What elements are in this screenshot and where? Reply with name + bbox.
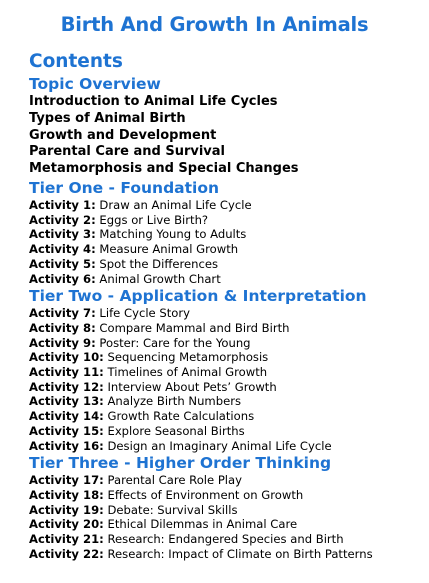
activity-title: Design an Imaginary Animal Life Cycle (107, 438, 332, 453)
activity-number: Activity 7: (29, 306, 96, 321)
activity-number: Activity 13: (29, 394, 104, 409)
activity-list (29, 473, 424, 561)
activity-number: Activity 9: (29, 335, 96, 350)
contents-heading: Contents (29, 51, 123, 72)
activity-title: Matching Young to Adults (99, 227, 247, 242)
activity-number: Activity 3: (29, 227, 96, 242)
activity-number: Activity 8: (29, 320, 96, 335)
activity-item (29, 272, 424, 287)
section-tier-three (29, 453, 424, 561)
activity-title: Animal Growth Chart (99, 271, 221, 286)
activity-number: Activity 6: (29, 271, 96, 286)
activity-item (29, 439, 424, 454)
activity-number: Activity 1: (29, 197, 96, 212)
activity-title: Measure Animal Growth (99, 242, 239, 257)
section-heading: Tier Two - Application & Interpretation (29, 287, 367, 306)
activity-item (29, 306, 424, 321)
activity-item (29, 547, 424, 562)
activity-title: Compare Mammal and Bird Birth (99, 320, 290, 335)
section-topic-overview (29, 74, 424, 178)
activity-title: Spot the Differences (99, 256, 218, 271)
activity-number: Activity 18: (29, 487, 104, 502)
activity-item (29, 198, 424, 213)
topic-item: Parental Care and Survival (29, 144, 225, 160)
activity-title: Debate: Survival Skills (107, 502, 238, 517)
activity-item (29, 227, 424, 242)
activity-title: Analyze Birth Numbers (107, 394, 242, 409)
activity-item (29, 336, 424, 351)
topic-item: Metamorphosis and Special Changes (29, 161, 299, 177)
activity-title: Explore Seasonal Births (107, 423, 245, 438)
topic-list (29, 94, 424, 178)
activity-list (29, 306, 424, 453)
activity-number: Activity 14: (29, 409, 104, 424)
activity-item (29, 409, 424, 424)
activity-title: Draw an Animal Life Cycle (99, 197, 252, 212)
activity-title: Interview About Pets’ Growth (107, 379, 277, 394)
activity-number: Activity 15: (29, 423, 104, 438)
section-tier-one (29, 178, 424, 286)
activity-title: Life Cycle Story (99, 306, 190, 321)
activity-title: Effects of Environment on Growth (107, 487, 304, 502)
activity-list (29, 198, 424, 286)
activity-title: Ethical Dilemmas in Animal Care (107, 517, 298, 532)
activity-title: Parental Care Role Play (107, 473, 242, 488)
activity-item (29, 488, 424, 503)
activity-item (29, 365, 424, 380)
activity-item (29, 257, 424, 272)
section-heading: Tier One - Foundation (29, 178, 220, 197)
activity-item (29, 380, 424, 395)
activity-number: Activity 12: (29, 379, 104, 394)
section-heading: Topic Overview (29, 75, 161, 93)
topic-item: Types of Animal Birth (29, 110, 186, 126)
activity-item (29, 321, 424, 336)
activity-item (29, 213, 424, 228)
activity-number: Activity 4: (29, 242, 96, 257)
activity-number: Activity 2: (29, 212, 96, 227)
activity-title: Research: Impact of Climate on Birth Patterns (107, 546, 373, 561)
activity-item (29, 532, 424, 547)
activity-item (29, 517, 424, 532)
activity-item (29, 503, 424, 518)
activity-item (29, 394, 424, 409)
activity-title: Sequencing Metamorphosis (107, 350, 269, 365)
activity-title: Poster: Care for the Young (99, 335, 251, 350)
activity-title: Timelines of Animal Growth (107, 365, 268, 380)
activity-number: Activity 19: (29, 502, 104, 517)
activity-title: Growth Rate Calculations (107, 409, 255, 424)
topic-item: Introduction to Animal Life Cycles (29, 94, 278, 109)
activity-number: Activity 17: (29, 473, 104, 488)
activity-item (29, 242, 424, 257)
activity-title: Research: Endangered Species and Birth (107, 532, 344, 547)
activity-item (29, 473, 424, 488)
activity-number: Activity 20: (29, 517, 104, 532)
section-tier-two (29, 286, 424, 453)
activity-number: Activity 16: (29, 438, 104, 453)
activity-number: Activity 10: (29, 350, 104, 365)
table-of-contents (29, 50, 424, 561)
activity-number: Activity 21: (29, 532, 104, 547)
activity-number: Activity 11: (29, 365, 104, 380)
topic-item: Growth and Development (29, 127, 217, 143)
activity-title: Eggs or Live Birth? (99, 212, 209, 227)
activity-item (29, 424, 424, 439)
document-title: Birth And Growth In Animals (60, 13, 369, 36)
activity-number: Activity 22: (29, 546, 104, 561)
activity-number: Activity 5: (29, 256, 96, 271)
section-heading: Tier Three - Higher Order Thinking (29, 454, 332, 473)
activity-item (29, 350, 424, 365)
